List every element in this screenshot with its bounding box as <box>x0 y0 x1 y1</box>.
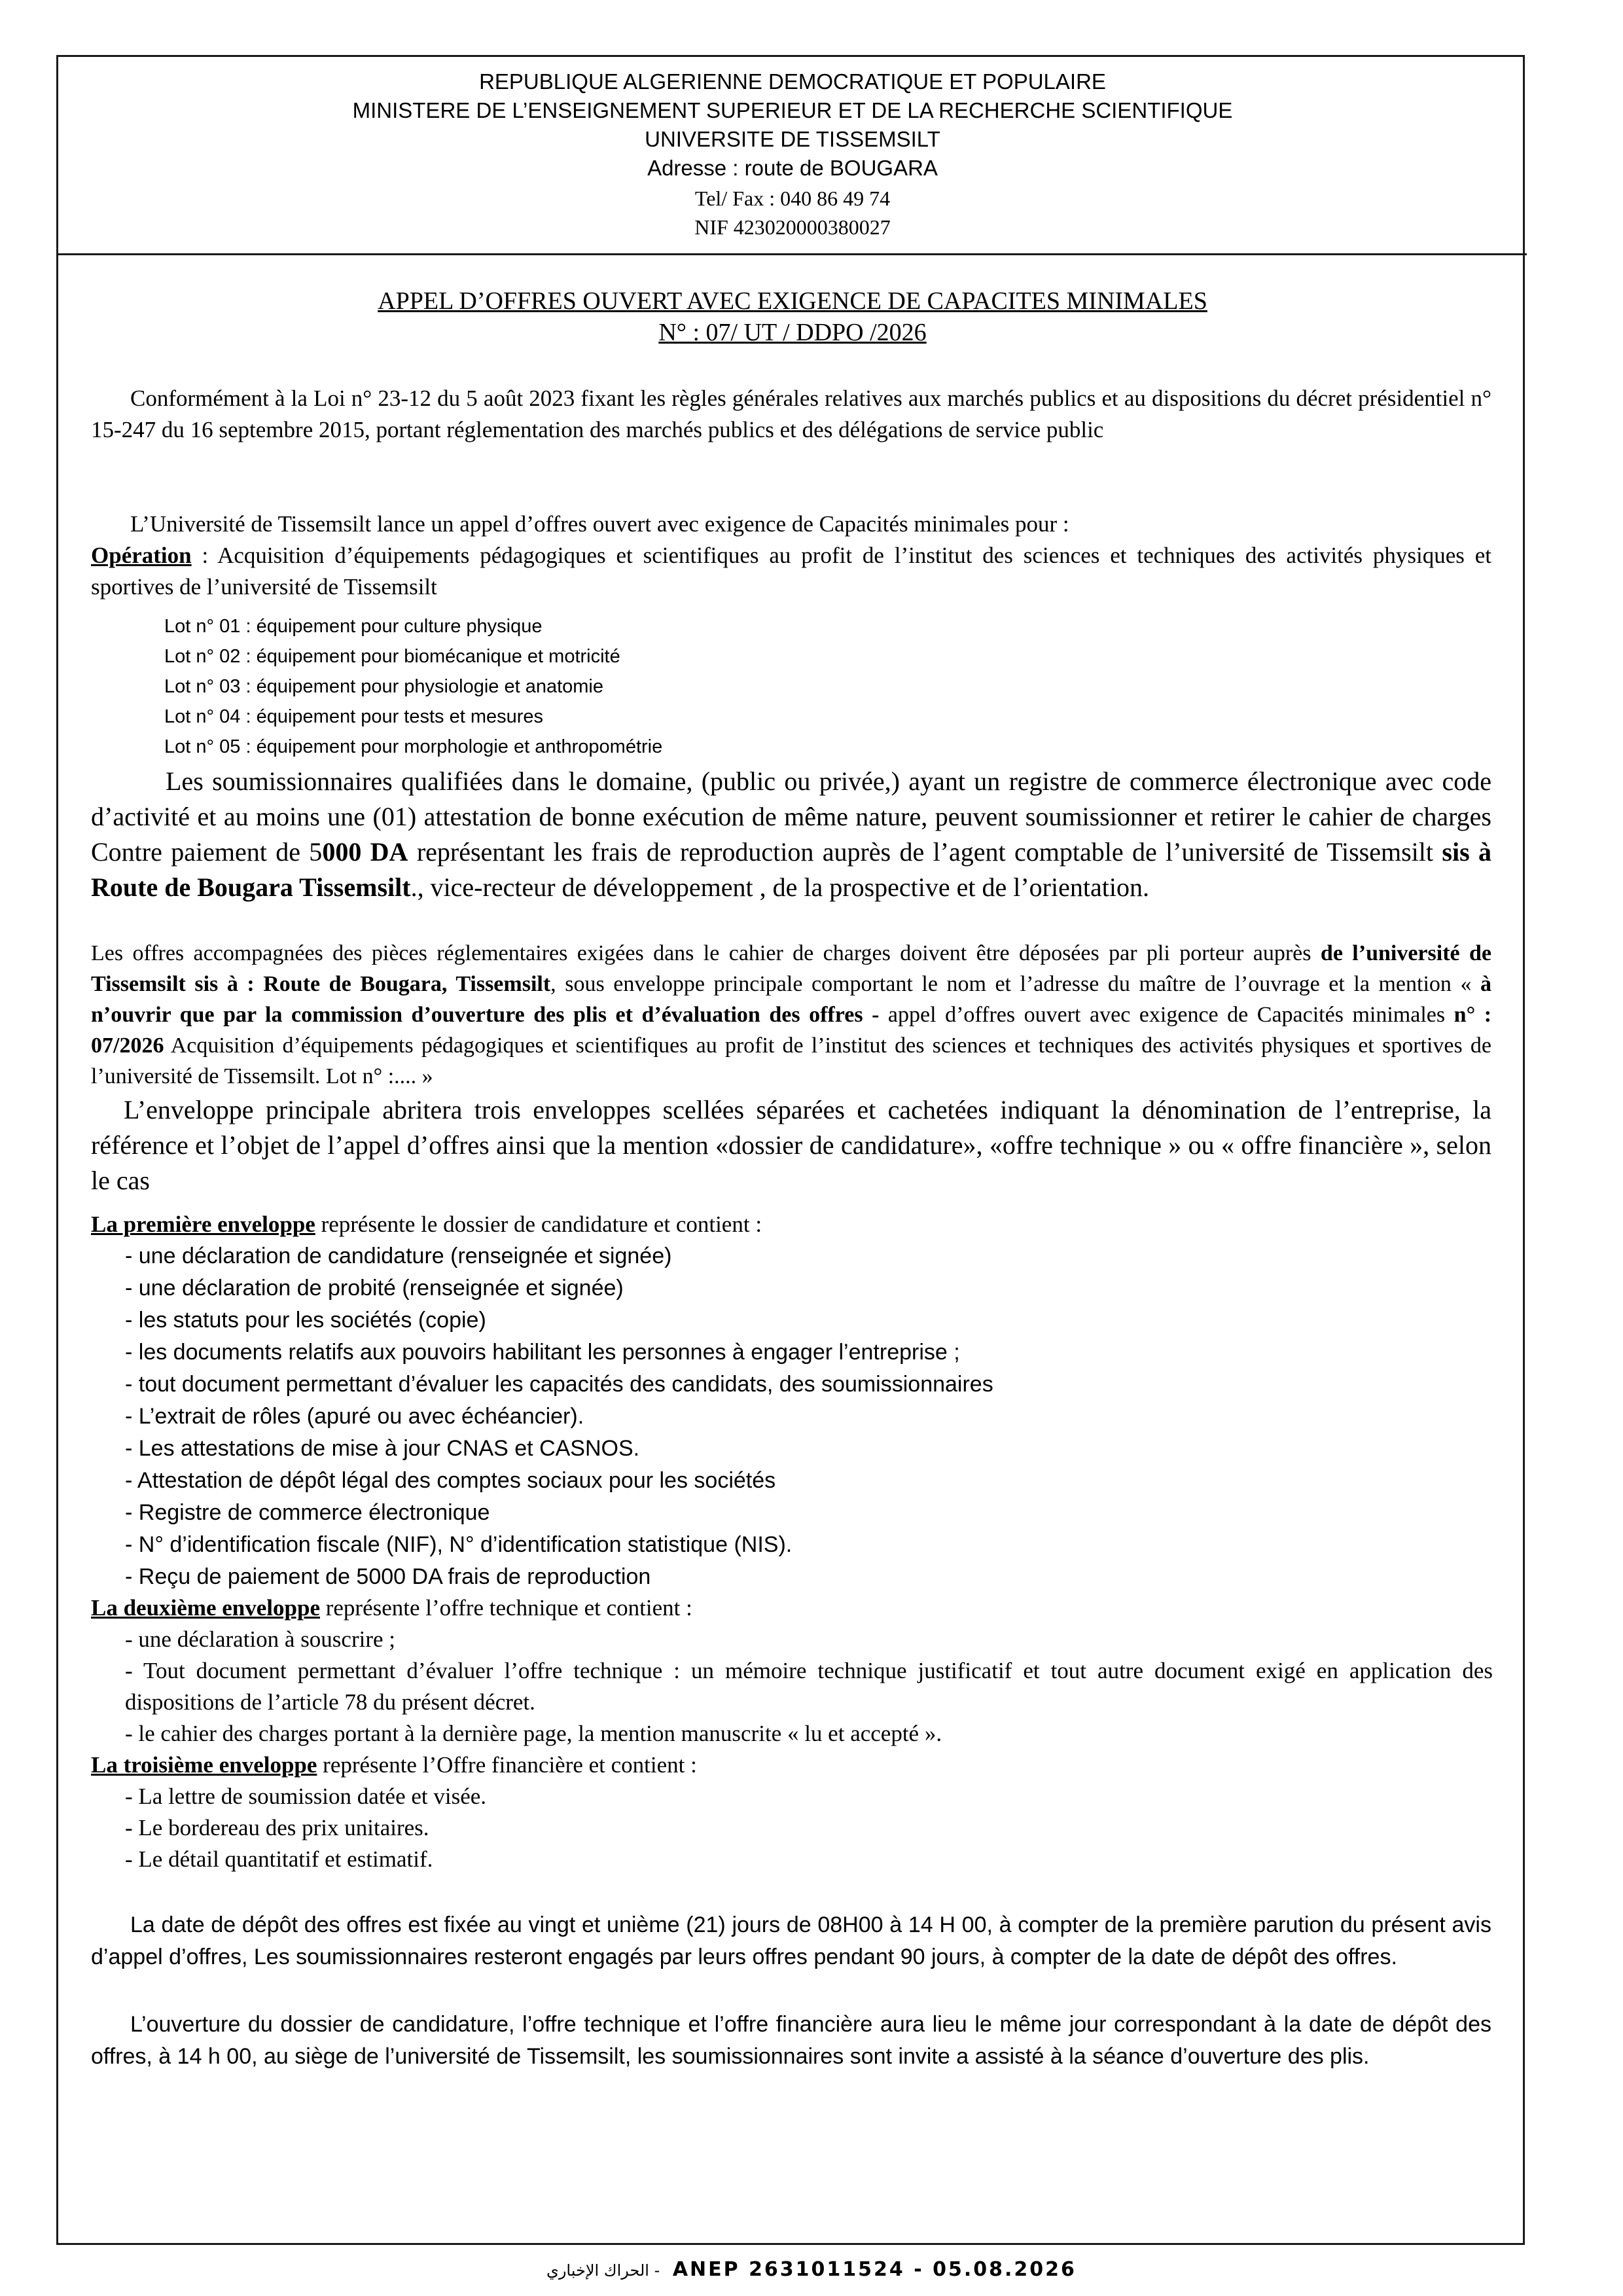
list-item: - N° d’identification fiscale (NIF), N° d’identification statistique (NIS). <box>125 1532 793 1557</box>
list-item: - le cahier des charges portant à la dernière page, la mention manuscrite « lu et accepté ». <box>125 1721 942 1746</box>
opening-paragraph: L’ouverture du dossier de candidature, l’offre technique et l’offre financière aura lieu le même jour correspondant à la date de dépôt des offres, à 14 h 00, au siège de l’université de Tissemsilt, les soumissionnaires sont invite a assisté à la séance d’ouverture des plis. <box>91 2012 1491 2069</box>
list-item: - Reçu de paiement de 5000 DA frais de reproduction <box>125 1564 651 1589</box>
list-item: - Le bordereau des prix unitaires. <box>125 1815 429 1840</box>
deadline-paragraph: La date de dépôt des offres est fixée au vingt et unième (21) jours de 08H00 à 14 H 00, à compter de la première parution du présent avis d’appel d’offres, Les soumissionnaires resteront engagés par leurs offres pendant 90 jours, à compter de la date de dépôt des offres. <box>91 1912 1491 1969</box>
bidders-paragraph: Les soumissionnaires qualifiées dans le domaine, (public ou privée,) ayant un registre de commerce électronique avec code d’activité et au moins une (01) attestation de bonne exécution de même nature, peuvent soumissionner et retirer le cahier de charges Contre paiement de 5000 DA représentant les frais de reproduction auprès de l’agent comptable de l’université de Tissemsilt sis à Route de Bougara Tissemsilt., vice-recteur de développement , de la prospective et de l’orientation. <box>91 766 1491 902</box>
offers-paragraph: Les offres accompagnées des pièces réglementaires exigées dans le cahier de charges doivent être déposées par pli porteur auprès de l’université de Tissemsilt sis à : Route de Bougara, Tissemsilt, sous enveloppe principale comportant le nom et l’adresse du maître de l’ouvrage et la mention « à n’ouvrir que par la commission d’ouverture des plis et d’évaluation des offres - appel d’offres ouvert avec exigence de Capacités minimales n° : 07/2026 Acquisition d’équipements pédagogiques et scientifiques au profit de l’institut des sciences et techniques des activités physiques et sportives de l’université de Tissemsilt. Lot n° :.... » <box>91 941 1492 1088</box>
header-address: Adresse : route de BOUGARA <box>647 156 938 180</box>
tender-title: APPEL D’OFFRES OUVERT AVEC EXIGENCE DE CAPACITES MINIMALES <box>378 287 1207 315</box>
lot-item: Lot n° 02 : équipement pour biomécanique et motricité <box>164 646 620 667</box>
list-item: - les documents relatifs aux pouvoirs habilitant les personnes à engager l’entreprise ; <box>125 1340 960 1365</box>
list-item: - une déclaration de candidature (renseignée et signée) <box>125 1244 672 1268</box>
list-item: - une déclaration à souscrire ; <box>125 1626 396 1652</box>
envelope-2-heading: La deuxième enveloppe représente l’offre technique et contient : <box>91 1595 692 1621</box>
footer-reference <box>0 2258 1623 2281</box>
list-item: - les statuts pour les sociétés (copie) <box>125 1308 486 1333</box>
intro-paragraph: Conformément à la Loi n° 23-12 du 5 août 2023 fixant les règles générales relatives aux marchés publics et au dispositions du décret présidentiel n° 15-247 du 16 septembre 2015, portant réglementation des marchés publics et des délégations de service public <box>91 386 1491 442</box>
list-item: - Attestation de dépôt légal des comptes sociaux pour les sociétés <box>125 1468 776 1493</box>
envelope-1-heading: La première enveloppe représente le dossier de candidature et contient : <box>91 1211 762 1237</box>
footer-anep-ref: ANEP 2631011524 - 05.08.2026 <box>672 2258 1077 2281</box>
header-ministry: MINISTERE DE L’ENSEIGNEMENT SUPERIEUR ET DE LA RECHERCHE SCIENTIFIQUE <box>352 98 1233 122</box>
main-envelope-paragraph: L’enveloppe principale abritera trois enveloppes scellées séparées et cachetées indiquant la dénomination de l’entreprise, la référence et l’objet de l’appel d’offres ainsi que la mention «dossier de candidature», «offre technique » ou « offre financière », selon le cas <box>91 1095 1491 1195</box>
document-frame <box>56 55 1525 2245</box>
list-item: - Tout document permettant d’évaluer l’offre technique : un mémoire technique justificatif et tout autre document exigé en application des dispositions de l’article 78 du présent décret. <box>125 1658 1493 1715</box>
list-item: - une déclaration de probité (renseignée et signée) <box>125 1276 624 1300</box>
lot-item: Lot n° 03 : équipement pour physiologie et anatomie <box>164 676 603 697</box>
operation-paragraph: Opération : Acquisition d’équipements pédagogiques et scientifiques au profit de l’institut des sciences et techniques des activités physiques et sportives de l’université de Tissemsilt <box>91 543 1491 600</box>
list-item: - Registre de commerce électronique <box>125 1500 490 1525</box>
footer-publisher: الحراك الإخباري - <box>546 2261 660 2280</box>
tender-number: N° : 07/ UT / DDPO /2026 <box>658 319 927 346</box>
lot-item: Lot n° 04 : équipement pour tests et mesures <box>164 706 544 727</box>
header-republic: REPUBLIQUE ALGERIENNE DEMOCRATIQUE ET POPULAIRE <box>479 69 1106 94</box>
header-university: UNIVERSITE DE TISSEMSILT <box>645 127 940 151</box>
list-item: - La lettre de soumission datée et visée. <box>125 1784 487 1809</box>
list-item: - Le détail quantitatif et estimatif. <box>125 1846 433 1872</box>
envelope-2-label: La deuxième enveloppe <box>91 1595 320 1621</box>
launch-paragraph: L’Université de Tissemsilt lance un appel d’offres ouvert avec exigence de Capacités minimales pour : <box>130 511 1069 537</box>
list-item: - Les attestations de mise à jour CNAS et CASNOS. <box>125 1436 640 1461</box>
header-nif: NIF 423020000380027 <box>694 215 891 239</box>
lot-item: Lot n° 05 : équipement pour morphologie et anthropométrie <box>164 736 663 757</box>
header-phone: Tel/ Fax : 040 86 49 74 <box>694 187 891 210</box>
lot-item: Lot n° 01 : équipement pour culture physique <box>164 616 543 637</box>
list-item: - L’extrait de rôles (apuré ou avec échéancier). <box>125 1404 584 1429</box>
envelope-3-label: La troisième enveloppe <box>91 1752 317 1778</box>
list-item: - tout document permettant d’évaluer les capacités des candidats, des soumissionnaires <box>125 1372 993 1397</box>
operation-label: Opération <box>91 543 192 568</box>
envelope-3-heading: La troisième enveloppe représente l’Offre financière et contient : <box>91 1752 697 1778</box>
envelope-1-label: La première enveloppe <box>91 1211 315 1237</box>
header-divider <box>58 253 1527 255</box>
